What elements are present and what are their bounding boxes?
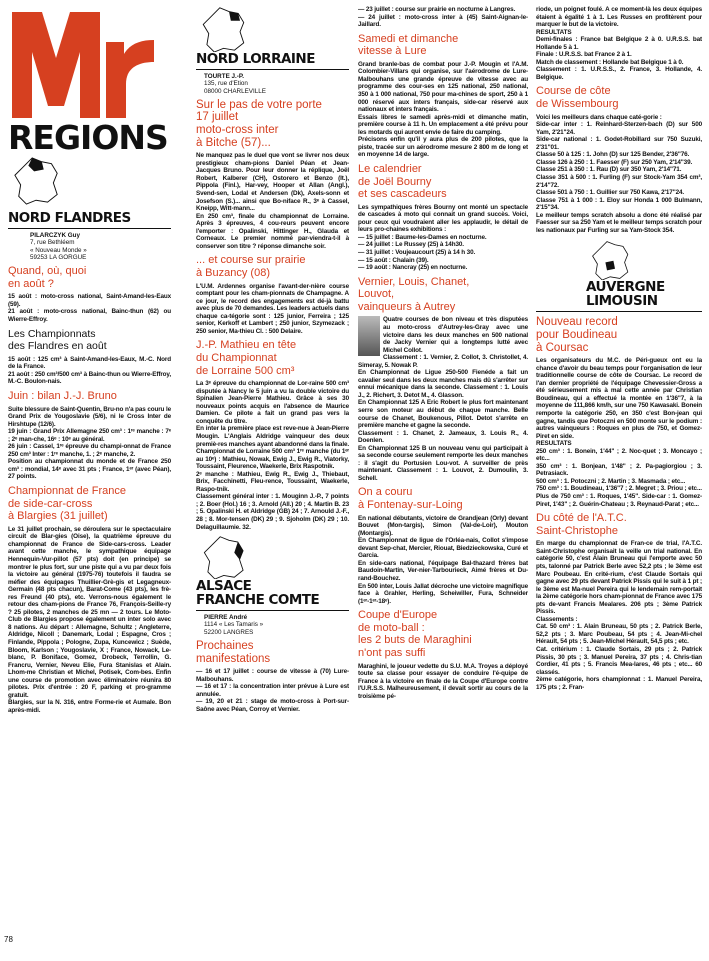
regions-logo-icon	[8, 6, 158, 121]
region-title-alsace: ALSACE FRANCHE COMTE	[196, 578, 320, 609]
contact-name: PIERRE André	[204, 614, 248, 622]
column-2	[196, 6, 349, 941]
heading-buzancy: ... et course sur prairie à Buzancy (08)	[196, 254, 306, 279]
regions-wordmark: REGIONS	[8, 118, 168, 157]
contact-address: 7, rue Bethléem « Nouveau Monde » 59253 LA GORGUE	[30, 239, 87, 261]
text-aout-events: 15 août : moto-cross national, Saint-Amand-les-Eaux (59). 21 août : moto-cross national, Bainc-thun (62) ou Wierre-Effroy.	[8, 293, 171, 324]
column-3	[358, 6, 528, 941]
heading-moto-ball: Coupe d'Europe de moto-ball : les 2 buts de Maraghini n'ont pas suffi	[358, 609, 472, 659]
heading-coursac: Nouveau record pour Boudineau à Coursac	[536, 316, 618, 354]
text-calendar-continued: — 23 juillet : course sur prairie en nocturne à Langres. — 24 juillet : moto-cross inter à (45) Saint-Aignan-le-Jaillard.	[358, 6, 528, 29]
text-bilan-bruno: Suite blessure de Saint-Quentin, Bru-no n'a pas couru le Grand Prix de Yougoslavie (5/6), ni le Cross Inter de Hirshtupe (12/6). 19 juin : Grand Prix Allemagne 250 cm³ : 1ʳᵉ manche : 7ᵉ ; 2ᵉ man-che, 16ᵉ : 10ᵉ au général. 26 juin : Cassel, 1ʳᵉ épreuve du champi-onnat de France 250 cm³ Inter : 1ʳᵉ manche, 1. ; 2ᵉ manche, 2. Position au championnat du monde et de France 250 cm³ : mondial, 14ᵉ avec 31 pts ; France, 1ᵉʳ (avec Péan), 27 points.	[8, 405, 171, 481]
contact-block	[204, 73, 349, 95]
page-number: 78	[4, 935, 13, 944]
text-moto-ball: Maraghini, le joueur vedette du S.U. M.A. Troyes a déployé toute sa classe pour essayer de conduire l'é-quipe de France à la victoire en finale de la Coupe d'Europe contre l'U.R.S.S. Malheureusement, il devait sortir au cours de la troisième pé-	[358, 662, 528, 700]
contact-block	[204, 614, 349, 636]
heading-bilan-bruno: Juin : bilan J.-J. Bruno	[8, 389, 117, 402]
heading-vitesse-lure: Samedi et dimanche vitesse à Lure	[358, 32, 459, 58]
heading-mathieu: J.-P. Mathieu en tête du Championnat de Lorraine 500 cm³	[196, 339, 297, 377]
text-buzancy: L'U.M. Ardennes organise l'avant-der-nière course comptant pour les cham-pionnats de Champagne. A ce jour, le record des engagements est dé-jà battu avec plus de 70 demandes. Les leaders actuels dans chaque ca-tégorie sont : 125 junior, Ferreira ; 125 senior, Kerkoff et Lambert ; 250 junior, Szymezack ; 250 senior, Ma-thieu Cl. : 500 Delaire.	[196, 282, 349, 335]
text-prochaines-manifestations: — 16 et 17 juillet : course de vitesse à (70) Lure-Malbouhans. — 16 et 17 : la concentration inter prévue à Lure est annulée. — 19, 20 et 21 : stage de moto-cross à Port-sur-Saône avec Péan, Corroy et Vernier.	[196, 668, 349, 713]
heading-quand-ou-quoi: Quand, où, quoi en août ?	[8, 265, 87, 290]
heading-wissembourg: Course de côte de Wissembourg	[536, 85, 619, 111]
heading-prochaines-manifestations: Prochaines manifestations	[196, 640, 271, 665]
text-vitesse-lure: Grand branle-bas de combat pour J.-P. Mougin et l'A.M. Colombier-Villars qui organise, sur l'aérodrome de Lure-Malbouhans une grande épreuve de vitesse avec au programme des cour-ses en 125 national, 250 national, 350 à 1 000 national, 750 pour ma-chines de sport, 250 à 1 000 réservé aux inters français, side-car réservé aux nationaux et inters français. Essais libres le samedi après-midi et dimanche matin, première course à 11 h. Un emplacement a été prévu pour les motards qui auront envie de faire du camping. Précisons enfin qu'il y aura plus de 200 pilotes, que la piste, tracée sur un aérodrome mesure 2 800 m de long et en moyenne 14 de large.	[358, 60, 528, 159]
contact-name: PILARCZYK Guy	[30, 232, 81, 239]
heading-bitche: Sur le pas de votre porte 17 juillet moto-cross inter à Bitche (57)...	[196, 98, 322, 149]
divider	[196, 610, 349, 611]
text-coursac: Les organisateurs du M.C. de Péri-gueux ont eu la chance d'avoir du beau temps pour l'organisation de leur traditionnelle course de côte de Coursac. Le record de l'an dernier propriété de l'équipage Chevessier-Gross a été sérieusement mis à mal cette année par Christian Boudineau, qui a effectué la montée en 1'36"7, à la moyenne de 111,866 km/h, sur une 750 Kawasaki. Bonein remporte la catégorie 250, en 350 c'est Bon-jean qui gagne, tandis que Potoczni en 500 monte sur le podium : autres vainqueurs : Roques en plus de 750, et Gomez-Piret en side. RESULTATS 250 cm³ : 1. Bonein, 1'44" ; 2. Noc-quet ; 3. Moncayo ; etc... 350 cm³ : 1. Bonjean, 1'48" ; 2. Pa-pagiorgiou ; 3. Petrasiack. 500 cm³ : 1. Potoczni ; 2. Martin ; 3. Masmada ; etc... 750 cm³ : 1. Boudineau, 1'36"7 ; 2. Megret ; 3. Priou ; etc... Plus de 750 cm³ : 1. Roques, 1'45". Side-car : 1. Gomez-Piret, 1'43" ; 2. Guérin-Chateau ; 3. Reynaud-Parat ; etc...	[536, 357, 702, 508]
heading-championnats-flandres: Les Championnats des Flandres en août	[8, 327, 107, 353]
region-title-nord-flandres: NORD FLANDRES	[8, 210, 131, 226]
column-4	[536, 6, 702, 941]
contact-address: 135, rue d'Etion 08000 CHARLEVILLE	[204, 80, 266, 95]
text-atc-saint-christophe: En marge du championnat de Fran-ce de trial, l'A.T.C. Saint-Christophe organisait la veille un trial national. En catégorie 50, c'est Alain Bruneau qui l'emporte avec 50 pts, talonné par Patrick Berle avec 52,2 pts ; le 3ème est Marc Poubeau. En crité-rium, c'est Claude Sortais qui gagne avec 29 pts devant Patrick Pissis qui le suit à 1 pt ; le 3ème est Ma-nuel Pereira qui le lendemain rem-portait la 2ème catégorie hors cham-pionnat de France avec 175 pts de-vant Francis Mealares. 206 pts ; 3ème Patrick Pissis. Classements : Cat. 50 cm³ : 1. Alain Bruneau, 50 pts ; 2. Patrick Berle, 52,2 pts ; 3. Marc Poubeau, 54 pts ; 4. Jean-Mi-chel Hérault, 54 pts ; 5. Jean-Michel Hérault, 54,5 pts ; etc. Cat. critérium : 1. Claude Sortais, 29 pts ; 2. Patrick Pissis, 30 pts ; 3. Manuel Pereira, 37 pts ; 4. Chris-tian Cordier, 41 pts ; 5. Francis Mea-lares, 46 pts ; etc... 60 classés. 2ème catégorie, hors championnat : 1. Manuel Pereira, 175 pts ; 2. Fran-	[536, 540, 702, 691]
region-title-auvergne: AUVERGNE LIMOUSIN	[586, 279, 665, 310]
france-map-icon	[8, 156, 66, 206]
heading-calendrier-bourny: Le calendrier de Joël Bourny et ses cascadeurs	[358, 162, 447, 201]
text-bitche: Ne manquez pas le duel que vont se livrer nos deux prestigieux cham-pions Daniel Péan et Jean-Jacques Bruno. Pour leur donner la réplique, Joël Robert, Kalberer (CH), Ostorero et Benzo (It.), Pippola (Finl.), Har-vey, Hooper et Allan (Angl.), Svend-sen, Lodal et Andersen (Dk), Axels-sonn et Josefson (S.)... ainsi que Bo-niface R., 3ᵉ à Cassel, Kneipp, Witt-mann... En 250 cm³, finale du championnat de Lorraine. Après 3 épreuves, 4 cou-reurs peuvent encore l'emporter : Opalinski, Hittinger H., Glauda et Corneaux. Le premier nommé par-viendra-t-il à conserver son titre ? réponse dimanche soir.	[196, 152, 349, 250]
france-map-icon	[200, 6, 258, 52]
france-map-icon	[200, 535, 258, 579]
text-autrey: Quatre courses de bon niveau et très disputées au moto-cross d'Autrey-les-Gray avec une victoire dans les deux manches en 500 national de Jacky Vernier qui a longtemps lutté avec Michel Collot. Classement : 1. Vernier, 2. Collot, 3. Christollet, 4. Simeray, 5. Nowak P. En Championnat de Ligue 250-500 Fienéde a fait un cavalier seul dans les deux manches mais dû s'arrêter sur ennui mécanique dans la seconde. Classement : 1. Louis J., 2. Richert, 3. Detot M., 4. Glasson. En Championnat 125 A Eric Robert le plus fort maintenant serre son moteur au début de chaque manche. Belle course de Chanet, Boukenous, Pillot. Detot s'arrête en première manche et gagne la seconde. Classement : 1. Chanet, 2. Jameaux, 3. Louis R., 4. Doenlen. En Championnat 125 B un nouveau venu qui participait à sa seconde course seulement remporte les deux manches : il s'agit du Portusien Lou-vot. A surveiller de près maintenant. Classement : 1. Louvot, 2. Dumoulin, 3. Schell.	[358, 316, 528, 482]
text-wissembourg: Voici les meilleurs dans chaque caté-gorie : Side-car inter : 1. Reinhard-Sterzen-bach (D) sur 500 Yam, 2'21"24. Side-car national : 1. Godet-Robillard sur 750 Suzuki, 2'31"01. Classe 50 à 125 : 1. John (D) sur 125 Bender, 2'36"76. Classe 126 à 250 : 1. Faesser (F) sur 250 Yam, 2'14"39. Classe 251 à 350 : 1. Rau (D) sur 350 Yam, 2'14"71. Classe 351 à 500 : 1. Furling (F) sur Stock-Yam 354 cm³, 2'14"72. Classe 501 à 750 : 1. Guillier sur 750 Kawa, 2'17"24. Classe 751 à 1 000 : 1. Eloy sur Honda 1 000 Bulmann, 2'15"34. Le meilleur temps scratch absolu a donc été réalisé par Faesser sur sa 250 Yam et le meilleur temps scratch pour les nationaux par Furling sur sa Yam-Stock 354.	[536, 113, 702, 234]
heading-fontenay: On a couru à Fontenay-sur-Loing	[358, 486, 463, 512]
text-championnats-flandres: 15 août : 125 cm³ à Saint-Amand-les-Eaux, M.-C. Nord de la France. 21 août : 250 cm³/500 cm³ à Bainc-thun ou Wierre-Effroy, M.-C. Boulon-nais.	[8, 355, 171, 386]
contact-name: TOURTE J.-P.	[204, 73, 245, 80]
contact-block	[30, 232, 171, 261]
text-moto-ball-continued: riode, un poignet foulé. A ce moment-là les deux équipes étaient à égalité 1 à 1. Les Russes en profitèrent pour marquer le but de la victoire. RESULTATS Demi-finales : France bat Belgique 2 à 0. U.R.S.S. bat Hollande 5 à 1. Finale : U.R.S.S. bat France 2 à 1. Match de classement : Hollande bat Belgique 1 à 0. Classement : 1. U.R.S.S., 2. France, 3. Hollande, 4. Belgique.	[536, 6, 702, 81]
text-mathieu: La 3ᵉ épreuve du championnat de Lor-raine 500 cm³ disputée à Nancy le 5 juin a vu la double victoire du Spinalien Jean-Pierre Mathieu. Grâce à ses 30 nouveaux points acquis en l'absence de Maurice Damien. Ce pilote a fait un grand pas vers la conquête du titre. En inter la première place est reve-nue à Jean-Pierre Mougin. L'Anglais Aldridge vainqueur des deux premiè-res manches ayant abandonné dans la finale. Championnat de Lorraine 500 cm³ 1ʳᵉ manche (du 1ᵉʳ au 10ᵉ) : Mathieu, Nowak, Ewig J., Ewig R., Viatorky, Toussaint, Fleurence, Waekerle, Brix Raspotnik. 2ᵉ manche : Mathieu, Ewig R., Ewig J., Thiebaut, Brix, Facchinetti, Fleu-rence, Toussaint, Waekerle, Raspo-tnik. Classement général inter : 1. Mouginn J.-P., 7 points ; 2. Boer (Hol.) 16 ; 3. Arnold (All.) 20 ; 4. Martin B. 23 ; 5. Opalinski H. et Aldridge (GB) 24 ; 7. Arnould J.-F., 28 ; 8. Mor-tensen (DK) 29 ; 9. Sjoholm (DK) 29 ; 10. Delaguillaumie. 32.	[196, 380, 349, 531]
france-map-icon	[586, 240, 644, 280]
text-calendrier-bourny: Les sympathiques frères Bourny ont monté un spectacle de cascades à moto qui connait un grand succès. Voici, pour ceux qui voudraient aller les applaudir, le détail de leurs pro-chaines exhibitions : — 15 juillet : Baume-les-Dames en nocturne. — 24 juillet : Le Russey (25) à 14h30. — 31 juillet : Voujeaucourt (25) à 14 h 30. — 15 août : Chalain (39). — 19 août : Nancray (25) en nocturne.	[358, 203, 528, 272]
contact-address: 1114 « Les Tamaris » 52200 LANGRES	[204, 621, 264, 636]
divider	[536, 311, 702, 312]
text-side-car-blargies: Le 31 juillet prochain, se déroulera sur le spectaculaire circuit de Blar-gies (Oise), la quatrième épreuve du championnat de France de Side-cars-cross. Leader avant cette manche, le sympathique équipage Hennequin-Vur-pillot (57 pts) doit (en principe) se montrer le plus fort, sur une piste qui a vu par deux fois la victoire au général (1975-76) toutefois il faudra se méfier des équipages Thuillier-Grè-gis et Legagneux-Germain (48 pts chacun), Barat-Come (43 pts), les frè-res Freund (40 pts), etc. Verrons-nous également le retour des cham-pions de France 76, François-Seille-ry ? 25 pilotes, 2 manches de 25 mn — 2 tours. Le Moto-Club de Blargies propose également un inter solo avec 8 nations. Au départ : Allemagne, Schultz ; Angleterre, Aldridge, Nicoll ; Danemark, Lodal ; Espagne, Cros ; Finlande, Pippola ; Pologne, Zupa, Kuncewicz ; Suède, Bloom, Karlson ; Yougoslavie, X ; France, Nowack, Le-blanc, P. Boniface, Gomez, Drobeck, Terrollin, G. Francru, Vernier, Neveu Elie, Fura Stanislas et Alain. Lhom-me Christian et Michel, Potisek, Com-bes. Enfin une course de promotion avec éliminatoire réunira 80 pilotes. Prix d'entrée : 20 F, parking et pro-gramme gratuit. Blargies, sur la N. 316, entre Forme-rie et Aumale. Bon après-midi.	[8, 525, 171, 714]
heading-autrey: Vernier, Louis, Chanet, Louvot, vainqueurs à Autrey	[358, 275, 470, 313]
rider-photo	[358, 316, 380, 356]
column-1	[8, 6, 171, 941]
divider	[196, 69, 349, 70]
region-title-nord-lorraine: NORD LORRAINE	[196, 51, 315, 67]
heading-atc-saint-christophe: Du côté de l'A.T.C. Saint-Christophe	[536, 512, 627, 537]
divider	[8, 228, 171, 229]
heading-side-car-blargies: Championnat de France de side-car-cross à Blargies (31 juillet)	[8, 485, 127, 523]
text-fontenay: En national débutants, victoire de Grandjean (Orly) devant Bouvet (Mon-targis), Simon (Val-de-Loir), Mouton (Montargis). En Championnat de ligue de l'Orléa-nais, Collot s'impose devant Sep-chat, Mercier, Riouat, Biedzieckowska, Curé et Garcia. En side-cars national, l'équipage Bal-thazard frères bat Baudoin-Martin, Ver-nier-Tarbourieck, Aimé frères et Du-rand-Bouchez. En 500 inter, Louis Jallat décroche une victoire magnifique face à Grahler, Herling, Scheiwiller, Fura, Schneider (1ᵉʳ-1ᵉʳ-18ᵉ).	[358, 514, 528, 605]
